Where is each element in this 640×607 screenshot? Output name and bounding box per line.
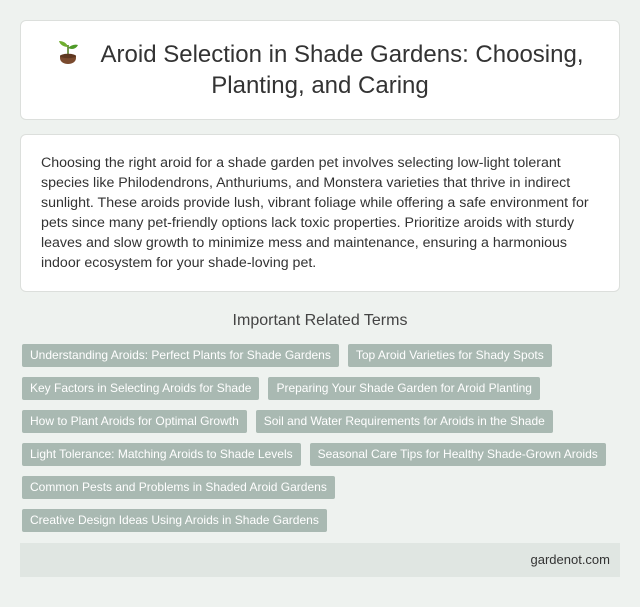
tag-row <box>22 410 618 433</box>
related-term-tag[interactable]: Preparing Your Shade Garden for Aroid Planting <box>268 377 540 400</box>
page-title <box>45 39 595 101</box>
related-terms-list <box>22 344 618 542</box>
related-term-tag[interactable]: Seasonal Care Tips for Healthy Shade-Grown Aroids <box>310 443 606 466</box>
site-link[interactable]: gardenot.com <box>530 552 610 567</box>
related-term-tag[interactable]: Soil and Water Requirements for Aroids in the Shade <box>256 410 553 433</box>
title-card <box>20 20 620 120</box>
tag-row <box>22 443 618 466</box>
tag-row <box>22 476 618 499</box>
description-text: Choosing the right aroid for a shade garden pet involves selecting low-light tolerant species like Philodendrons, Anthuriums, and Monstera varieties that thrive in indirect sunlight. These aroids provide lush, vibrant foliage while offering a safe environment for pets since many pet-friendly options lack toxic properties. Prioritize aroids with sturdy leaves and slow growth to minimize mess and maintenance, ensuring a harmonious indoor ecosystem for your shade-loving pet. <box>41 155 589 271</box>
related-term-tag[interactable]: Common Pests and Problems in Shaded Aroid Gardens <box>22 476 335 499</box>
footer <box>20 543 620 577</box>
related-term-tag[interactable]: Key Factors in Selecting Aroids for Shade <box>22 377 259 400</box>
related-term-tag[interactable]: How to Plant Aroids for Optimal Growth <box>22 410 247 433</box>
related-terms-heading: Important Related Terms <box>232 312 408 329</box>
title-text: Aroid Selection in Shade Gardens: Choosing, Planting, and Caring <box>100 41 584 99</box>
tag-row <box>22 377 618 400</box>
description-card <box>20 134 620 292</box>
related-term-tag[interactable]: Top Aroid Varieties for Shady Spots <box>348 344 552 367</box>
related-term-tag[interactable]: Light Tolerance: Matching Aroids to Shade Levels <box>22 443 301 466</box>
related-term-tag[interactable]: Creative Design Ideas Using Aroids in Shade Gardens <box>22 509 327 532</box>
tag-row <box>22 509 618 532</box>
sprout-icon <box>57 39 79 65</box>
related-term-tag[interactable]: Understanding Aroids: Perfect Plants for Shade Gardens <box>22 344 339 367</box>
tag-row <box>22 344 618 367</box>
